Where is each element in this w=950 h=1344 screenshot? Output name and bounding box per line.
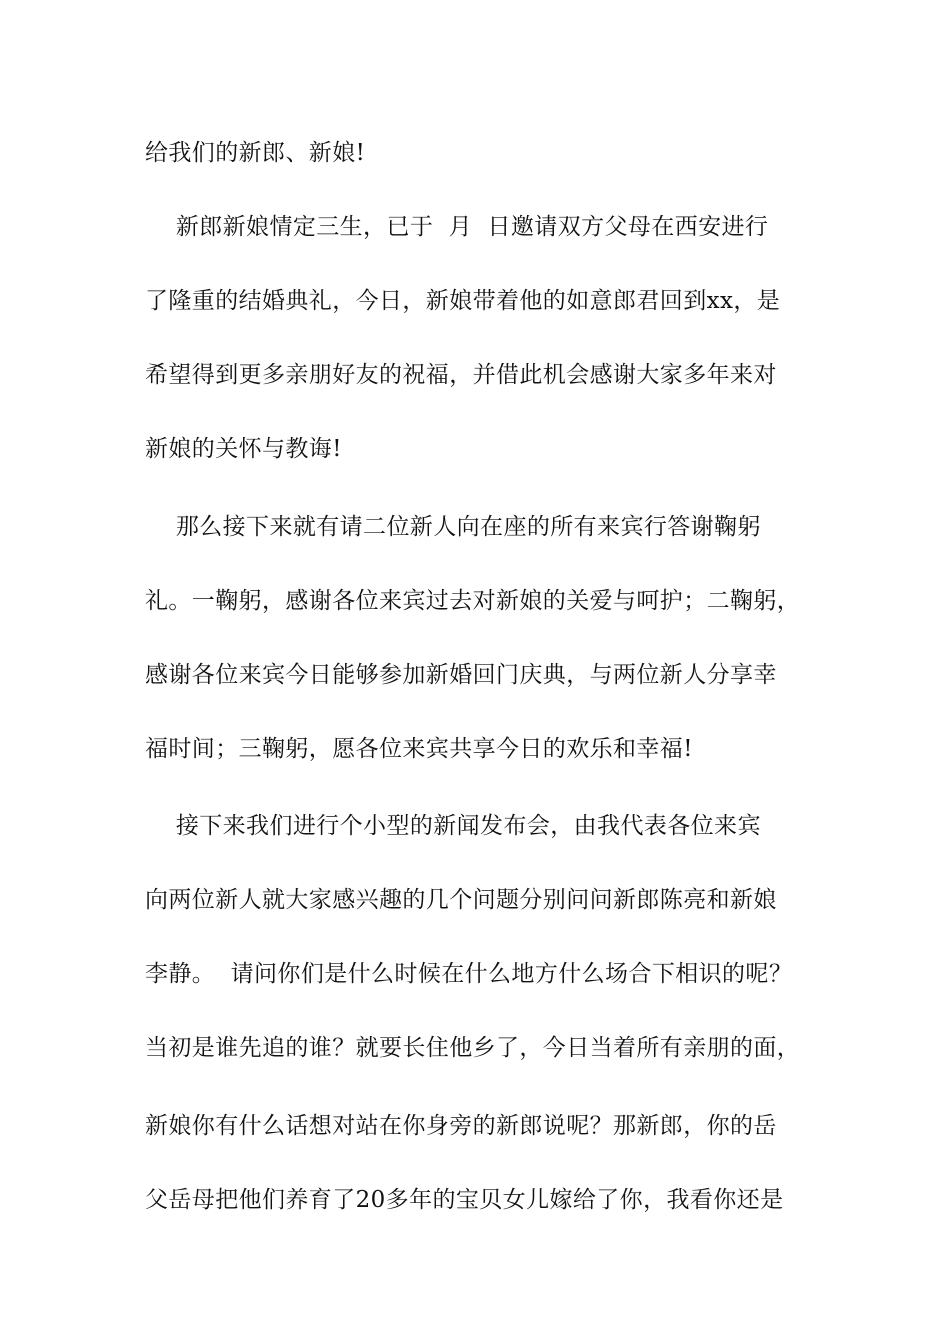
text-line: 给我们的新郎、新娘! (145, 140, 366, 166)
text-line: 父岳母把他们养育了20多年的宝贝女儿嫁给了你，我看你还是 (145, 1187, 784, 1213)
text-line: 那么接下来就有请二位新人向在座的所有来宾行答谢鞠躬 (145, 514, 761, 540)
text-line: 李静。 请问你们是什么时候在什么地方什么场合下相识的呢？ (145, 961, 793, 987)
text-line: 新娘你有什么话想对站在你身旁的新郎说呢？那新郎，你的岳 (145, 1113, 777, 1139)
text-line: 接下来我们进行个小型的新闻发布会，由我代表各位来宾 (145, 813, 761, 839)
text-line: 感谢各位来宾今日能够参加新婚回门庆典，与两位新人分享幸 (145, 662, 777, 688)
text-line: 向两位新人就大家感兴趣的几个问题分别问问新郎陈亮和新娘 (145, 887, 777, 913)
text-line: 礼。一鞠躬，感谢各位来宾过去对新娘的关爱与呵护；二鞠躬， (145, 588, 801, 614)
text-line: 新郎新娘情定三生，已于 月 日邀请双方父母在西安进行 (145, 214, 769, 240)
text-line: 福时间；三鞠躬，愿各位来宾共享今日的欢乐和幸福! (145, 736, 693, 762)
text-line: 当初是谁先追的谁？就要长住他乡了，今日当着所有亲朋的面， (145, 1035, 801, 1061)
text-line: 新娘的关怀与教诲! (145, 436, 342, 462)
text-line: 了隆重的结婚典礼，今日，新娘带着他的如意郎君回到xx，是 (145, 288, 781, 314)
text-line: 希望得到更多亲朋好友的祝福，并借此机会感谢大家多年来对 (145, 362, 777, 388)
